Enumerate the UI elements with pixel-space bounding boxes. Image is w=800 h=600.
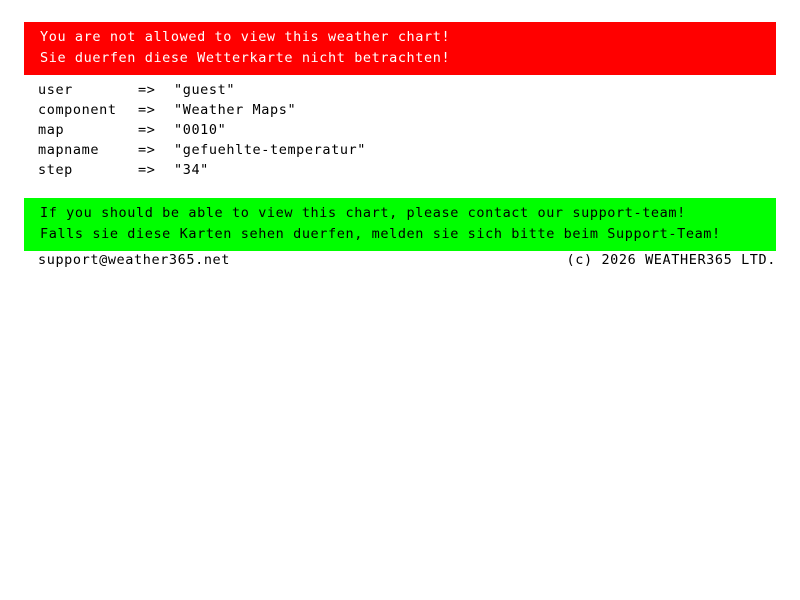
- param-arrow: =>: [138, 82, 156, 98]
- param-key: map: [38, 122, 65, 138]
- param-key: mapname: [38, 142, 100, 158]
- support-email-link[interactable]: support@weather365.net: [38, 252, 231, 268]
- param-key: step: [38, 162, 73, 178]
- support-banner: [24, 198, 776, 251]
- request-parameters-table: [38, 80, 366, 180]
- page-footer: [38, 250, 776, 270]
- param-value: "guest": [174, 82, 236, 98]
- support-banner-line-de: Falls sie diese Karten sehen duerfen, melden sie sich bitte beim Support-Team!: [40, 226, 721, 242]
- table-row: [38, 100, 366, 120]
- param-key: component: [38, 102, 117, 118]
- error-banner-line-de: Sie duerfen diese Wetterkarte nicht betrachten!: [40, 50, 451, 66]
- error-banner: [24, 22, 776, 75]
- error-banner-line-en: You are not allowed to view this weather chart!: [40, 29, 451, 45]
- param-value: "Weather Maps": [174, 102, 297, 118]
- table-row: [38, 160, 366, 180]
- param-key: user: [38, 82, 73, 98]
- support-banner-line-en: If you should be able to view this chart, please contact our support-team!: [40, 205, 686, 221]
- param-value: "34": [174, 162, 209, 178]
- table-row: [38, 120, 366, 140]
- param-value: "gefuehlte-temperatur": [174, 142, 367, 158]
- param-arrow: =>: [138, 122, 156, 138]
- param-arrow: =>: [138, 102, 156, 118]
- param-arrow: =>: [138, 142, 156, 158]
- param-arrow: =>: [138, 162, 156, 178]
- table-row: [38, 80, 366, 100]
- param-value: "0010": [174, 122, 227, 138]
- table-row: [38, 140, 366, 160]
- copyright-notice: (c) 2026 WEATHER365 LTD.: [566, 252, 776, 268]
